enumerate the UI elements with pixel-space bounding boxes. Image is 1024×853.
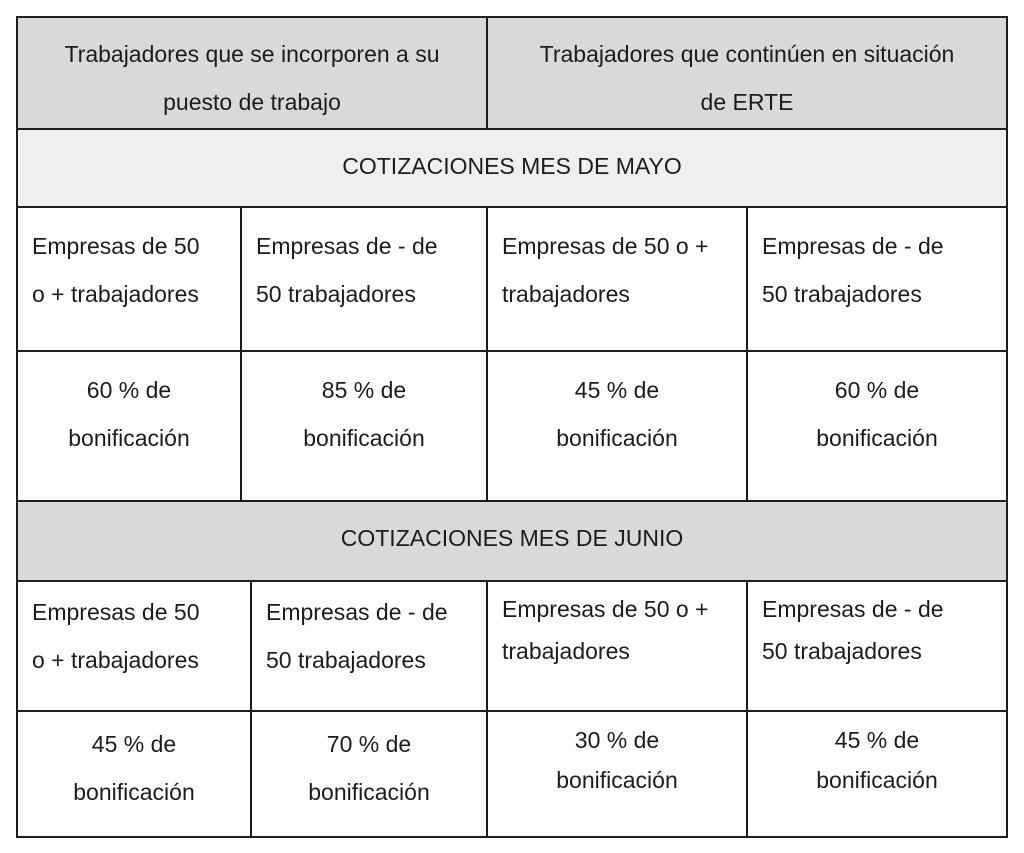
mayo-label-cell bbox=[486, 206, 748, 352]
label-text: Empresas de - de bbox=[762, 233, 944, 259]
value-text: bonificación bbox=[303, 425, 425, 451]
value-text: bonificación bbox=[68, 425, 190, 451]
label-text: o + trabajadores bbox=[32, 647, 199, 673]
mayo-label-cell bbox=[240, 206, 488, 352]
junio-label-cell bbox=[746, 580, 1008, 712]
junio-label-cell bbox=[16, 580, 252, 712]
mayo-label-cell bbox=[746, 206, 1008, 352]
section-title-junio bbox=[16, 500, 1008, 582]
label-text: o + trabajadores bbox=[32, 281, 199, 307]
label-text: 50 trabajadores bbox=[266, 647, 426, 673]
label-text: Empresas de 50 o + bbox=[502, 596, 709, 622]
header-cell-incorporated bbox=[16, 16, 488, 130]
value-text: 45 % de bbox=[834, 727, 920, 753]
value-text: bonificación bbox=[73, 779, 195, 805]
value-text: 70 % de bbox=[326, 731, 412, 757]
mayo-value-cell bbox=[486, 350, 748, 502]
junio-value-cell bbox=[486, 710, 748, 838]
value-text: 30 % de bbox=[574, 727, 660, 753]
value-text: bonificación bbox=[816, 767, 938, 793]
value-text: bonificación bbox=[816, 425, 938, 451]
label-text: Empresas de 50 bbox=[32, 599, 200, 625]
junio-value-cell bbox=[746, 710, 1008, 838]
header-text: puesto de trabajo bbox=[163, 89, 341, 115]
mayo-label-cell bbox=[16, 206, 242, 352]
header-cell-erte bbox=[486, 16, 1008, 130]
junio-label-cell bbox=[250, 580, 488, 712]
junio-value-cell bbox=[250, 710, 488, 838]
value-text: bonificación bbox=[556, 425, 678, 451]
section-title-text: COTIZACIONES MES DE MAYO bbox=[342, 153, 682, 179]
value-text: 45 % de bbox=[91, 731, 177, 757]
label-text: 50 trabajadores bbox=[762, 281, 922, 307]
value-text: 85 % de bbox=[321, 377, 407, 403]
junio-value-cell bbox=[16, 710, 252, 838]
label-text: Empresas de 50 bbox=[32, 233, 200, 259]
header-text: de ERTE bbox=[700, 89, 794, 115]
value-text: 60 % de bbox=[834, 377, 920, 403]
header-text: Trabajadores que se incorporen a su bbox=[64, 41, 440, 67]
label-text: Empresas de 50 o + bbox=[502, 233, 709, 259]
label-text: 50 trabajadores bbox=[762, 638, 922, 664]
label-text: Empresas de - de bbox=[266, 599, 448, 625]
mayo-value-cell bbox=[16, 350, 242, 502]
label-text: Empresas de - de bbox=[762, 596, 944, 622]
label-text: 50 trabajadores bbox=[256, 281, 416, 307]
value-text: 60 % de bbox=[86, 377, 172, 403]
header-text: Trabajadores que continúen en situación bbox=[539, 41, 955, 67]
value-text: 45 % de bbox=[574, 377, 660, 403]
label-text: trabajadores bbox=[502, 281, 630, 307]
section-title-text: COTIZACIONES MES DE JUNIO bbox=[340, 525, 684, 551]
junio-label-cell bbox=[486, 580, 748, 712]
mayo-value-cell bbox=[746, 350, 1008, 502]
mayo-value-cell bbox=[240, 350, 488, 502]
label-text: trabajadores bbox=[502, 638, 630, 664]
label-text: Empresas de - de bbox=[256, 233, 438, 259]
value-text: bonificación bbox=[556, 767, 678, 793]
section-title-mayo bbox=[16, 128, 1008, 208]
value-text: bonificación bbox=[308, 779, 430, 805]
